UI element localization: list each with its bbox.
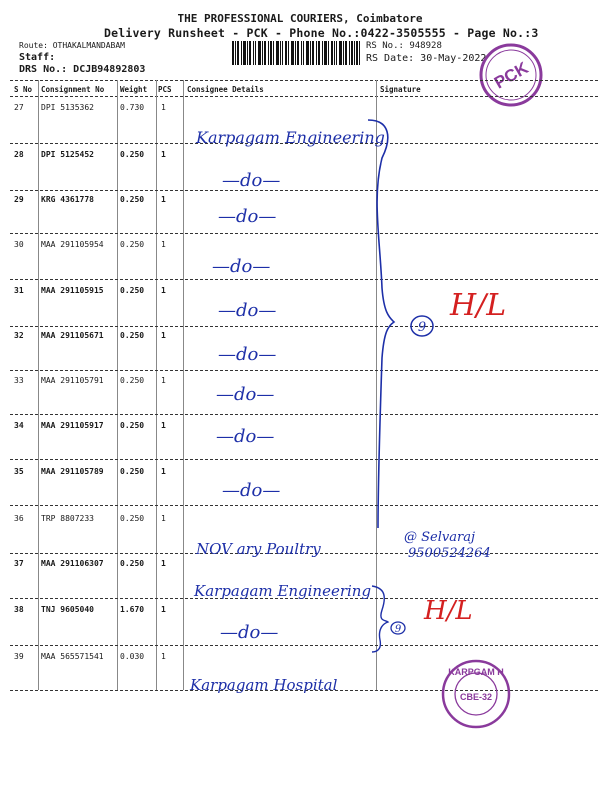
row-pcs: 1 (161, 195, 166, 204)
row-consignment: TRP 8807233 (41, 514, 94, 523)
col-header-weight: Weight (120, 85, 148, 94)
handwritten-ditto: —do— (216, 426, 275, 447)
row-pcs: 1 (161, 652, 166, 661)
col-header-consignment: Consignment No (41, 85, 105, 94)
circled-number-mark (388, 618, 408, 638)
circled-number-text: 9 (394, 624, 402, 635)
table-top-rule (10, 80, 598, 81)
row-sno: 32 (14, 331, 24, 340)
rs-date: RS Date: 30-May-2022 (366, 53, 487, 64)
row-sno: 38 (14, 605, 24, 614)
pck-stamp-text: PCK (490, 58, 532, 93)
row-pcs: 1 (161, 605, 166, 614)
handwritten-ditto: —do— (222, 480, 281, 501)
handwritten-ditto: —do— (212, 256, 271, 277)
row-consignment: DPI 5125452 (41, 150, 94, 159)
document-title: THE PROFESSIONAL COURIERS, Coimbatore (177, 12, 423, 25)
row-consignment: KRG 4361778 (41, 195, 94, 204)
row-consignment: MAA 291105671 (41, 331, 104, 340)
row-pcs: 1 (161, 559, 166, 568)
header-rule (10, 96, 598, 97)
row-consignment: MAA 291105917 (41, 421, 104, 430)
row-sno: 39 (14, 652, 24, 661)
handwritten-consignee: Karpagam Hospital (190, 676, 338, 694)
handwritten-consignee: Karpagam Engineering (194, 582, 372, 600)
row-weight: 0.250 (120, 514, 145, 523)
row-pcs: 1 (161, 286, 166, 295)
row-rule (10, 370, 598, 371)
row-sno: 28 (14, 150, 24, 159)
row-weight: 1.670 (120, 605, 145, 614)
handwritten-consignee: NOV ary Poultry (196, 540, 321, 558)
row-sno: 36 (14, 514, 24, 523)
barcode-image (232, 41, 360, 65)
row-rule (10, 414, 598, 415)
row-consignment: MAA 565571541 (41, 652, 104, 661)
row-weight: 0.250 (120, 467, 145, 476)
route-label: Route: OTHAKALMANDABAM (19, 41, 125, 50)
row-sno: 35 (14, 467, 24, 476)
row-weight: 0.250 (120, 150, 145, 159)
row-consignment: MAA 291105791 (41, 376, 104, 385)
handwritten-ditto: —do— (220, 622, 279, 643)
row-weight: 0.250 (120, 559, 145, 568)
hospital-stamp-name: KARPGAM H (448, 667, 504, 677)
row-weight: 0.250 (120, 286, 145, 295)
hospital-stamp (436, 656, 516, 732)
brace-mark (360, 118, 400, 530)
row-rule (10, 190, 598, 191)
handwritten-ditto: —do— (218, 300, 277, 321)
row-weight: 0.250 (120, 421, 145, 430)
row-pcs: 1 (161, 240, 166, 249)
row-sno: 37 (14, 559, 24, 568)
handwritten-ditto: —do— (216, 384, 275, 405)
staff-label: Staff: (19, 52, 56, 63)
row-consignment: MAA 291105789 (41, 467, 104, 476)
handwritten-signature-phone: 9500524264 (408, 546, 491, 561)
row-consignment: TNJ 9605040 (41, 605, 94, 614)
circled-number-mark (408, 312, 436, 340)
rs-number: RS No.: 948928 (366, 41, 442, 51)
row-consignment: MAA 291105915 (41, 286, 104, 295)
handwritten-hl-mark: H/L (424, 596, 473, 626)
row-sno: 34 (14, 421, 24, 430)
pck-stamp (476, 40, 546, 110)
row-rule (10, 233, 598, 234)
row-weight: 0.730 (120, 103, 145, 112)
row-sno: 29 (14, 195, 24, 204)
row-rule (10, 459, 598, 460)
row-weight: 0.030 (120, 652, 145, 661)
runsheet-subtitle: Delivery Runsheet - PCK - Phone No.:0422-3505555 - Page No.:3 (104, 26, 539, 40)
handwritten-ditto: —do— (222, 170, 281, 191)
col-header-sno: S No (14, 85, 33, 94)
row-pcs: 1 (161, 514, 166, 523)
hospital-stamp-code: CBE-32 (459, 692, 493, 702)
row-pcs: 1 (161, 376, 166, 385)
row-pcs: 1 (161, 331, 166, 340)
handwritten-signature-name: @ Selvaraj (404, 530, 475, 545)
row-sno: 27 (14, 103, 24, 112)
handwritten-ditto: —do— (218, 206, 277, 227)
drs-number: DRS No.: DCJB94892803 (19, 64, 146, 75)
handwritten-hl-mark: H/L (450, 288, 507, 323)
col-header-pcs: PCS (158, 85, 172, 94)
circled-number-text: 9 (417, 320, 427, 335)
row-sno: 31 (14, 286, 24, 295)
handwritten-consignee: Karpagam Engineering (196, 128, 385, 147)
row-pcs: 1 (161, 103, 166, 112)
row-pcs: 1 (161, 421, 166, 430)
col-header-consignee: Consignee Details (187, 85, 264, 94)
handwritten-ditto: —do— (218, 344, 277, 365)
row-pcs: 1 (161, 150, 166, 159)
row-rule (10, 279, 598, 280)
col-header-signature: Signature (380, 85, 421, 94)
row-consignment: DPI 5135362 (41, 103, 94, 112)
row-weight: 0.250 (120, 240, 145, 249)
row-rule (10, 326, 598, 327)
row-consignment: MAA 291105954 (41, 240, 104, 249)
row-consignment: MAA 291106307 (41, 559, 104, 568)
row-rule (10, 505, 598, 506)
row-sno: 30 (14, 240, 24, 249)
row-pcs: 1 (161, 467, 166, 476)
row-weight: 0.250 (120, 195, 145, 204)
row-rule (10, 645, 598, 646)
row-sno: 33 (14, 376, 24, 385)
row-weight: 0.250 (120, 331, 145, 340)
row-weight: 0.250 (120, 376, 145, 385)
